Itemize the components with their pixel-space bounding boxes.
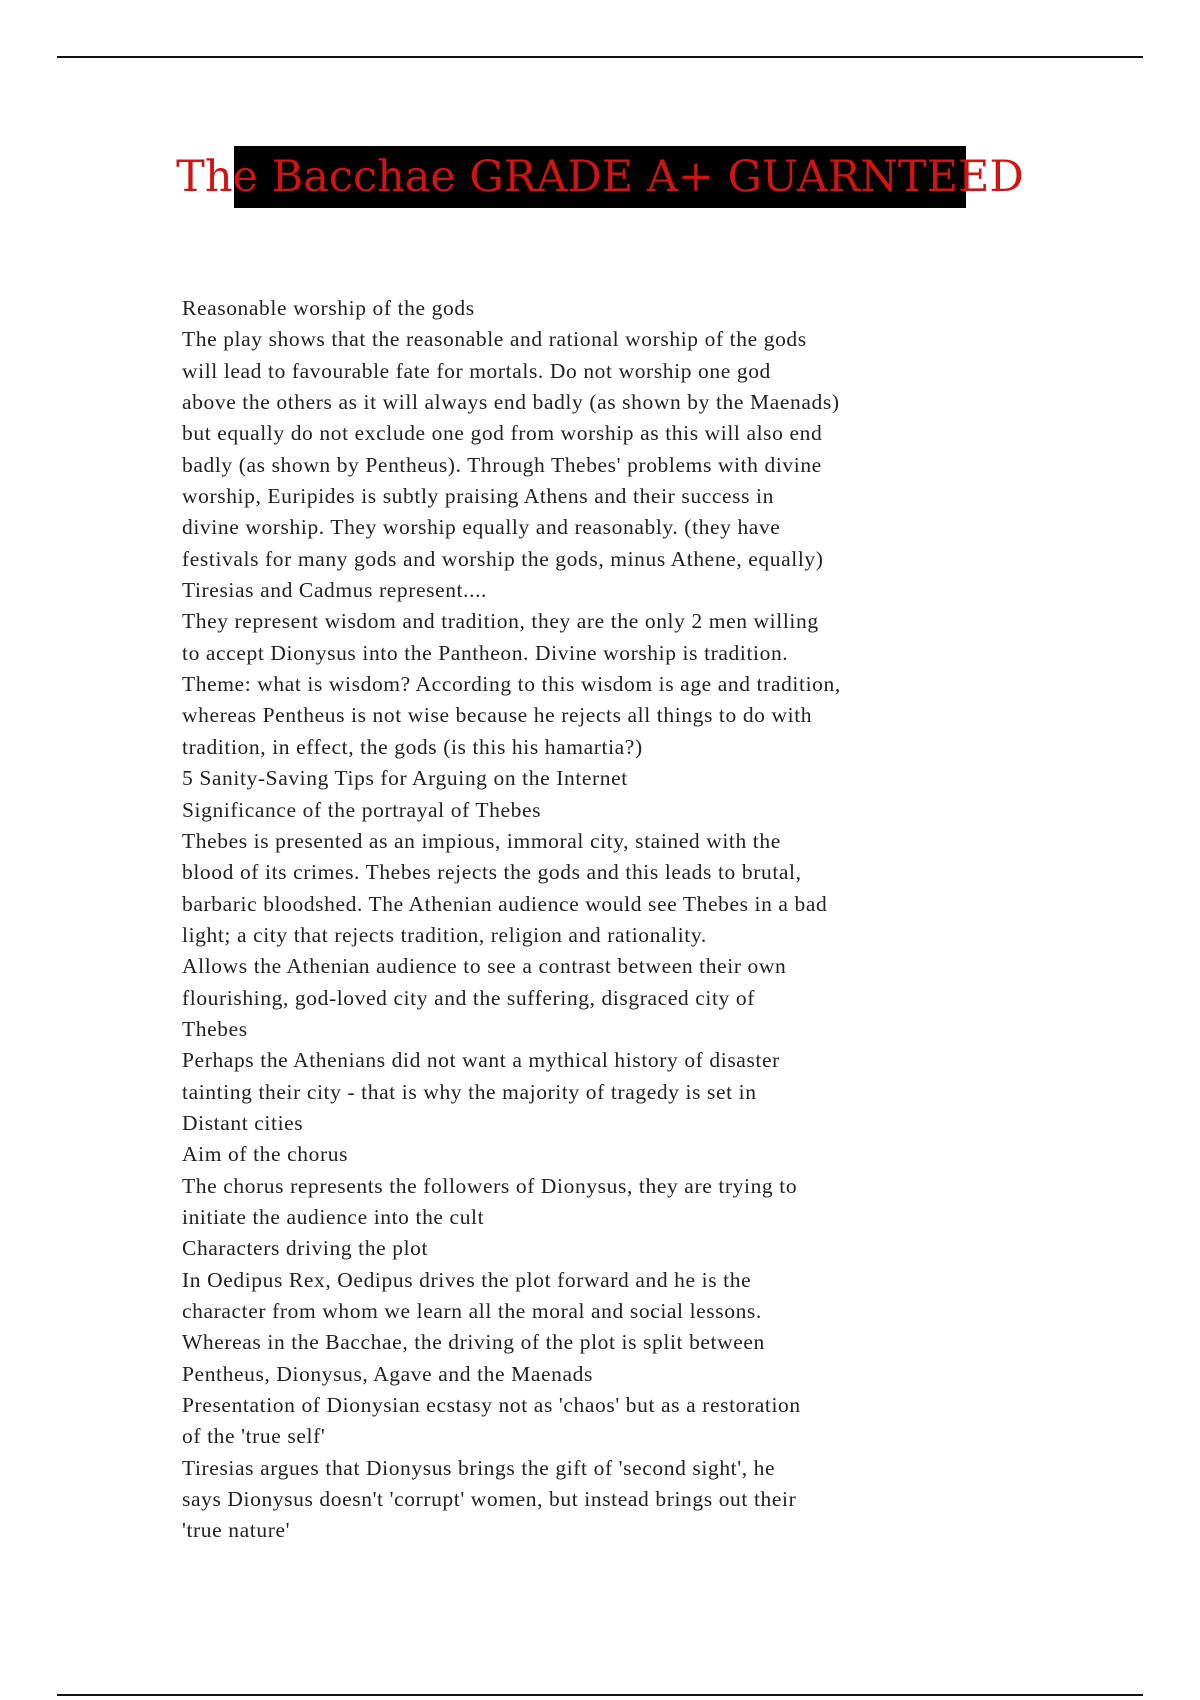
text-line: whereas Pentheus is not wise because he rejects all things to do with [182,703,813,728]
text-line: initiate the audience into the cult [182,1204,485,1229]
text-line: The play shows that the reasonable and rational worship of the gods [182,327,807,352]
text-line: In Oedipus Rex, Oedipus drives the plot forward and he is the [182,1267,752,1292]
text-line: 'true nature' [182,1518,291,1543]
text-line: Distant cities [182,1110,304,1135]
title-banner [176,146,1024,208]
document-title: The Bacchae GRADE A+ GUARNTEED [176,151,1024,202]
text-line: 5 Sanity-Saving Tips for Arguing on the Internet [182,766,628,791]
text-line: tainting their city - that is why the majority of tragedy is set in [182,1079,757,1104]
text-line: to accept Dionysus into the Pantheon. Divine worship is tradition. [182,640,789,665]
text-line: of the 'true self' [182,1424,326,1449]
text-line: Significance of the portrayal of Thebes [182,797,542,822]
document-body [182,293,1062,1547]
text-line: Allows the Athenian audience to see a contrast between their own [182,954,787,979]
text-line: Tiresias argues that Dionysus brings the gift of 'second sight', he [182,1455,776,1480]
text-line: Reasonable worship of the gods [182,296,475,320]
text-line: character from whom we learn all the moral and social lessons. [182,1299,762,1323]
text-line: says Dionysus doesn't 'corrupt' women, but instead brings out their [182,1487,797,1512]
text-line: They represent wisdom and tradition, they are the only 2 men willing [182,609,819,634]
text-line: Theme: what is wisdom? According to this wisdom is age and tradition, [182,672,841,697]
text-line: Perhaps the Athenians did not want a mythical history of disaster [182,1048,780,1073]
text-line: Aim of the chorus [182,1142,349,1167]
text-line: worship, Euripides is subtly praising Athens and their success in [182,484,774,509]
text-line: will lead to favourable fate for mortals. Do not worship one god [182,358,771,383]
text-line: light; a city that rejects tradition, religion and rationality. [182,922,707,947]
text-line: festivals for many gods and worship the gods, minus Athene, equally) [182,546,824,571]
text-line: badly (as shown by Pentheus). Through Thebes' problems with divine [182,452,822,477]
text-line: barbaric bloodshed. The Athenian audience would see Thebes in a bad [182,891,828,916]
text-line: The chorus represents the followers of Dionysus, they are trying to [182,1173,798,1198]
text-line: divine worship. They worship equally and reasonably. (they have [182,515,781,540]
text-line: flourishing, god-loved city and the suffering, disgraced city of [182,985,755,1010]
text-line: Characters driving the plot [182,1236,429,1261]
bottom-rule [57,1694,1143,1696]
text-line: Thebes [182,1016,248,1041]
text-line: Thebes is presented as an impious, immoral city, stained with the [182,828,781,853]
top-rule [57,56,1143,58]
text-line: blood of its crimes. Thebes rejects the gods and this leads to brutal, [182,860,802,885]
text-line: above the others as it will always end badly (as shown by the Maenads) [182,390,840,415]
text-line: Whereas in the Bacchae, the driving of the plot is split between [182,1330,765,1355]
text-line: Pentheus, Dionysus, Agave and the Maenads [182,1361,593,1386]
text-line: but equally do not exclude one god from worship as this will also end [182,421,823,446]
text-line: tradition, in effect, the gods (is this his hamartia?) [182,734,643,759]
text-line: Tiresias and Cadmus represent.... [182,578,488,603]
text-line: Presentation of Dionysian ecstasy not as 'chaos' but as a restoration [182,1393,801,1418]
